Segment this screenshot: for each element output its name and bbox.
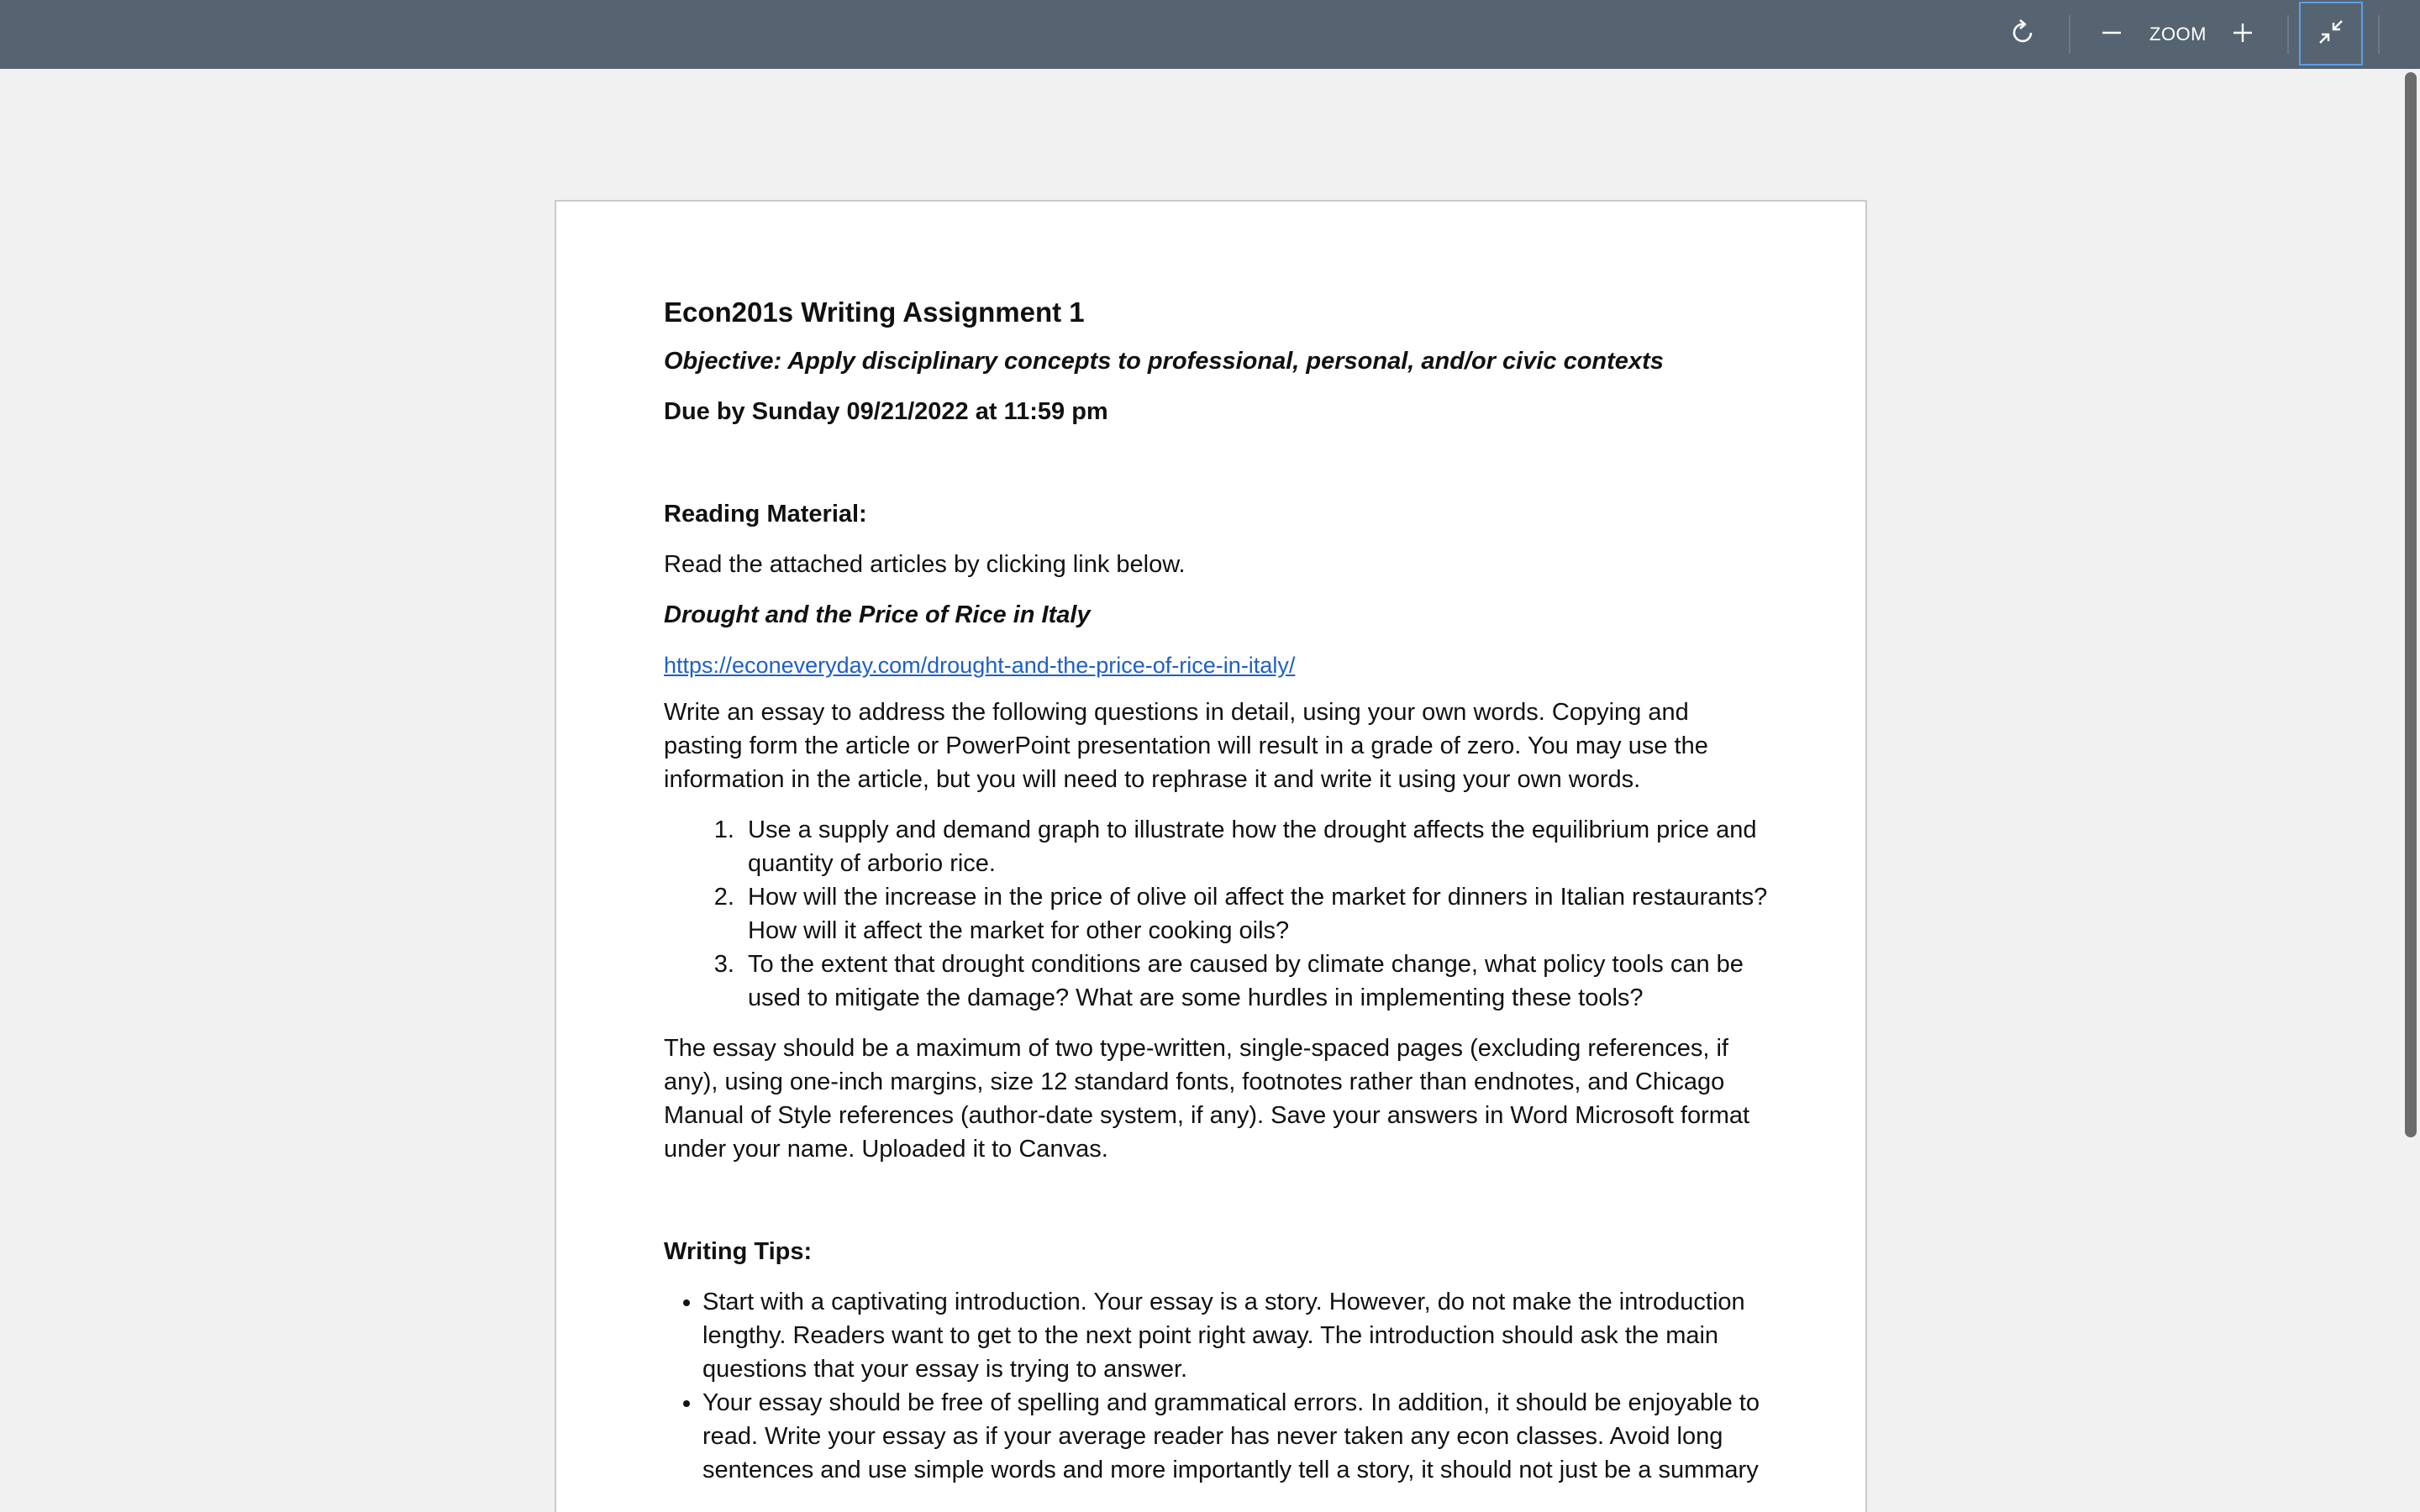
collapse-arrows-icon (2317, 18, 2345, 50)
question-item: 1. Use a supply and demand graph to illustrate how the drought affects the equilibrium price and quantity of arborio rice. (741, 813, 1773, 880)
minus-icon (2101, 22, 2123, 48)
reading-instruction: Read the attached articles by clicking link below. (664, 551, 1186, 578)
toolbar-separator (2378, 15, 2380, 54)
zoom-in-button[interactable] (2223, 0, 2262, 69)
vertical-scrollbar[interactable] (2400, 69, 2420, 1512)
tip-item: • Your essay should be free of spelling and grammatical errors. In addition, it should be enjoyable to read. Write your essay as if your average reader has never taken any econ classes. Avoid long sentences and use simple words and more importantly tell a story, it should not just be a summary (702, 1386, 1773, 1487)
tips-heading: Writing Tips: (664, 1238, 813, 1265)
reading-heading: Reading Material: (664, 501, 867, 528)
document-title: Econ201s Writing Assignment 1 (664, 297, 1085, 328)
format-instructions: The essay should be a maximum of two type-written, single-spaced pages (excluding references, if any), using one-inch margins, size 12 standard fonts, footnotes rather than endnotes, and Chicago Manual of Style references (author-date system, if any). Save your answers in Word Microsoft format under your name. Uploaded it to Canvas. (664, 1035, 1750, 1163)
essay-instructions: Write an essay to address the following questions in detail, using your own words. Copying and pasting form the article or PowerPoint presentation will result in a grade of zero. You may use the information in the article, but you will need to rephrase it and write it using your own words. (664, 699, 1708, 793)
zoom-out-button[interactable] (2092, 0, 2131, 69)
question-item: 2. How will the increase in the price of olive oil affect the market for dinners in Italian restaurants? How will it affect the market for other cooking oils? (741, 880, 1773, 948)
toolbar-separator (2287, 15, 2289, 54)
exit-fullscreen-button[interactable] (2299, 2, 2363, 66)
rotate-icon (2008, 18, 2039, 52)
scrollbar-thumb[interactable] (2405, 72, 2417, 1137)
tip-item: • Start with a captivating introduction. Your essay is a story. However, do not make the introduction lengthy. Readers want to get to the next point right away. The introduction should ask the main questions that your essay is trying to answer. (702, 1285, 1773, 1386)
document-viewport[interactable] (0, 69, 2400, 1512)
question-list (664, 813, 1773, 1015)
question-item: 3. To the extent that drought conditions are caused by climate change, what policy tools can be used to mitigate the damage? What are some hurdles in implementing these tools? (741, 948, 1773, 1015)
article-title: Drought and the Price of Rice in Italy (664, 601, 1091, 628)
viewer-toolbar (0, 0, 2420, 69)
due-date: Due by Sunday 09/21/2022 at 11:59 pm (664, 398, 1108, 425)
document-page (555, 200, 1867, 1512)
toolbar-separator (2069, 15, 2070, 54)
tips-list (664, 1285, 1773, 1487)
document-content (664, 294, 1773, 1487)
zoom-label: ZOOM (2149, 24, 2207, 45)
objective-line: Objective: Apply disciplinary concepts to professional, personal, and/or civic contexts (664, 348, 1664, 375)
plus-icon (2232, 22, 2254, 48)
article-link[interactable]: https://econeveryday.com/drought-and-the-price-of-rice-in-italy/ (664, 653, 1296, 678)
rotate-button[interactable] (1996, 0, 2050, 69)
